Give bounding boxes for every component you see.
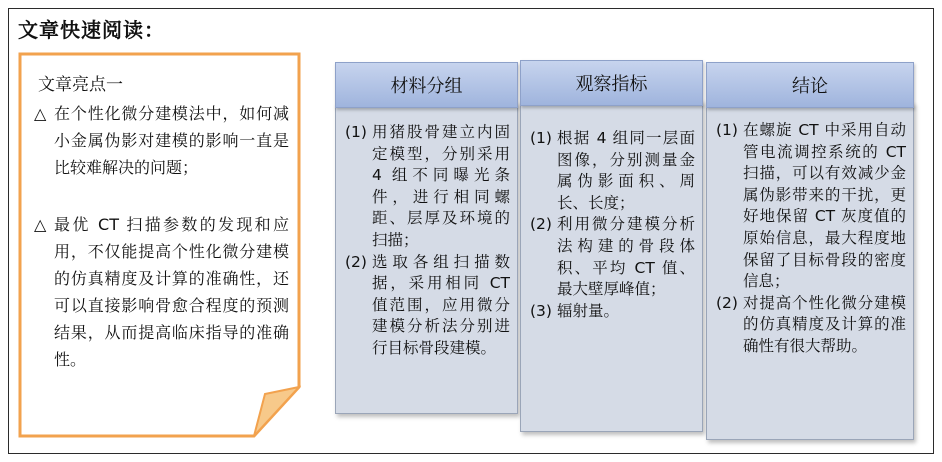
panel-conclusion	[706, 62, 914, 440]
item-number: (2)	[345, 252, 367, 271]
list-item	[530, 301, 695, 323]
triangle-marker: △	[34, 215, 47, 234]
page-title: 文章快速阅读：	[18, 18, 165, 42]
item-text: 在螺旋 CT 中采用自动管电流调控系统的 CT 扫描，可以有效减少金属伪影带来的干扰，更好地保留 CT 灰度值的原始信息，最大程度地保留了目标骨段的密度信息；	[743, 121, 906, 291]
list-item	[716, 120, 906, 293]
list-item	[716, 293, 906, 358]
item-text: 辐射量。	[557, 301, 620, 320]
panel-items	[345, 122, 510, 360]
item-text: 选取各组扫描数据，采用相同 CT 值范围，应用微分建模分析法分别进行目标骨段建模。	[372, 252, 510, 357]
panel-observation	[520, 60, 703, 432]
item-number: (1)	[530, 129, 552, 147]
panel-title: 材料分组	[335, 62, 518, 108]
highlight-item	[34, 100, 289, 181]
item-text: 用猪股骨建立内固定模型，分别采用 4 组不同曝光条件，进行相同螺距、层厚及环境的扫描；	[372, 123, 510, 249]
panel-items	[716, 120, 906, 358]
item-number: (1)	[345, 123, 367, 141]
highlights-note	[18, 52, 301, 438]
item-text: 根据 4 组同一层面图像，分别测量金属伪影面积、周长、长度；	[557, 129, 695, 212]
highlight-item	[34, 211, 289, 373]
item-number: (3)	[530, 301, 552, 320]
highlight-text: 在个性化微分建模法中，如何减小金属伪影对建模的影响一直是比较难解决的问题；	[54, 104, 289, 177]
item-number: (2)	[530, 215, 552, 234]
item-text: 对提高个性化微分建模的仿真精度及计算的准确性有很大帮助。	[743, 293, 906, 355]
item-text: 利用微分建模分析法构建的骨段体积、平均 CT 值、最大壁厚峰值；	[557, 215, 695, 299]
panel-title: 观察指标	[520, 60, 703, 106]
highlights-title: 文章亮点一	[38, 75, 123, 95]
triangle-marker: △	[34, 104, 47, 123]
list-item	[345, 122, 510, 252]
panel-materials	[335, 62, 518, 414]
highlight-text: 最优 CT 扫描参数的发现和应用，不仅能提高个性化微分建模的仿真精度及计算的准确性，还可以直接影响骨愈合程度的预测结果，从而提高临床指导的准确性。	[54, 215, 289, 369]
list-item	[530, 214, 695, 300]
item-number: (2)	[716, 293, 738, 312]
panel-items	[530, 128, 695, 322]
list-item	[345, 252, 510, 360]
item-number: (1)	[716, 121, 738, 139]
panel-title: 结论	[706, 62, 914, 108]
list-item	[530, 128, 695, 214]
